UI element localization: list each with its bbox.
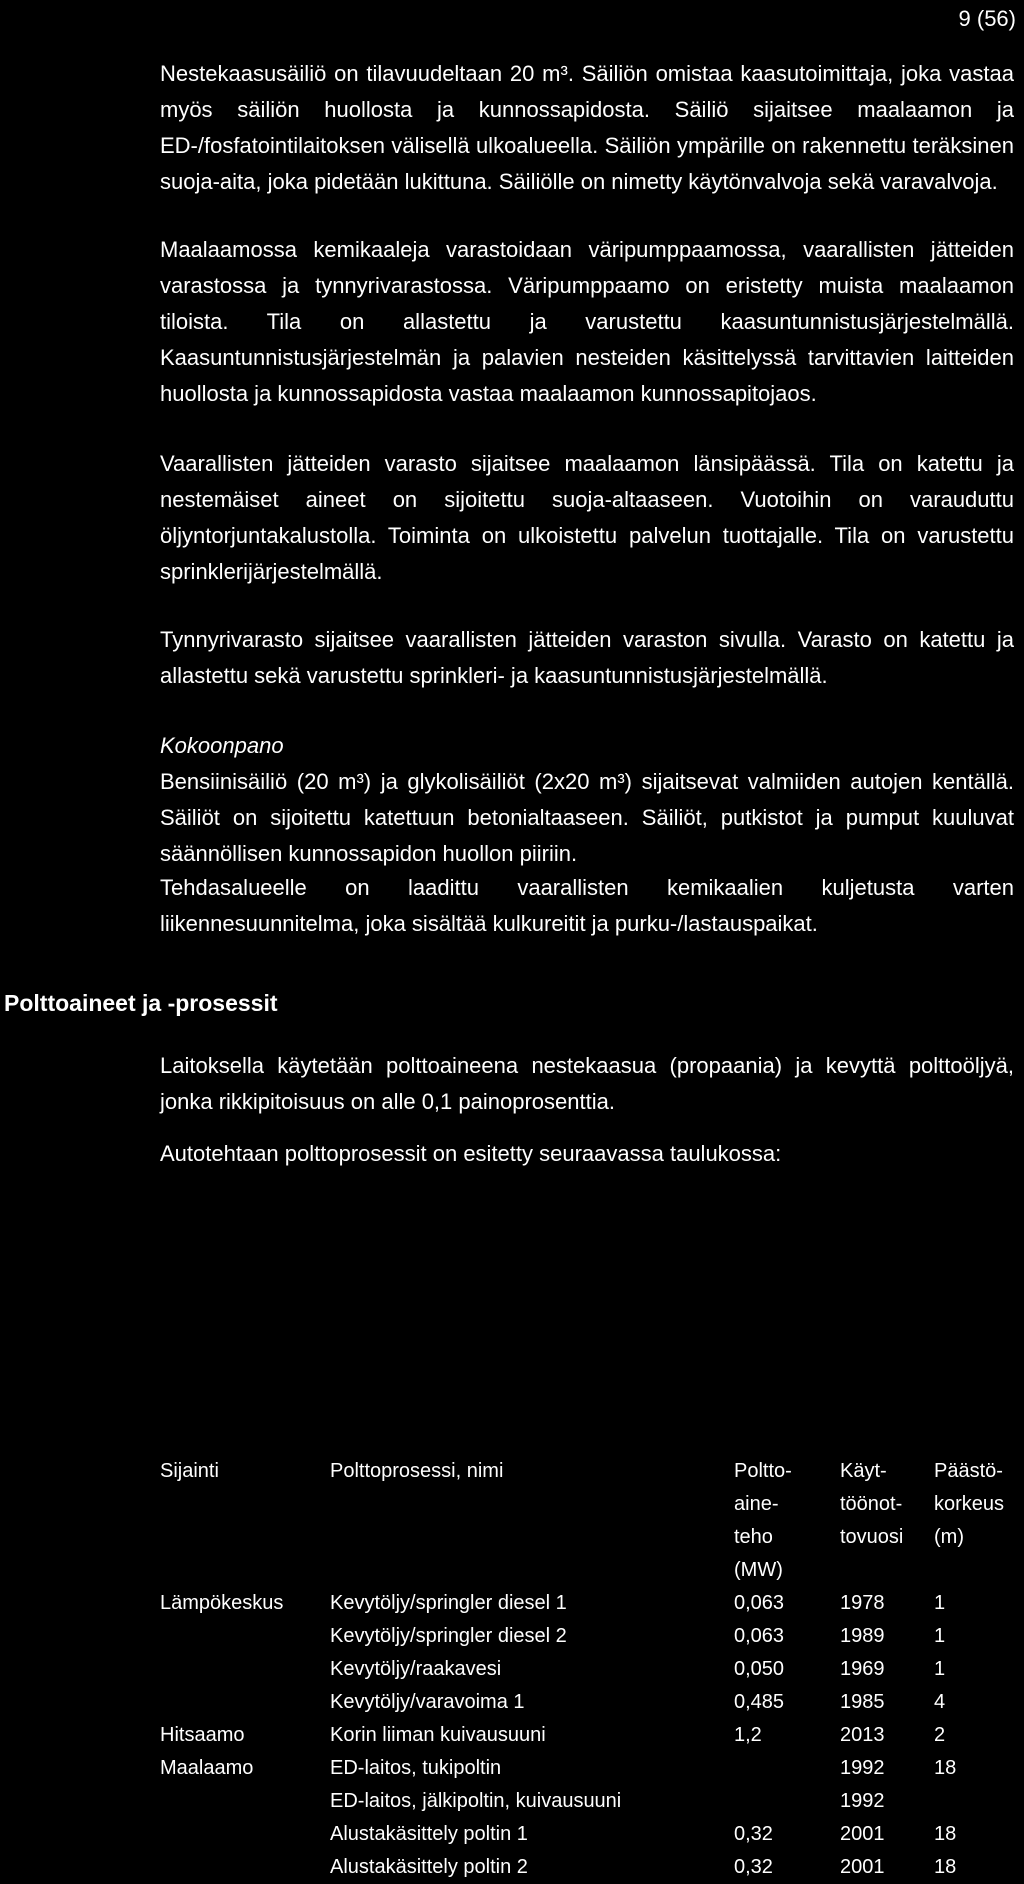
- cell-height: [934, 1785, 1014, 1818]
- cell-power: 0,32: [734, 1856, 773, 1878]
- subheading-assembly: Kokoonpano: [160, 733, 284, 758]
- cell-power: [734, 1752, 840, 1785]
- table-row: [160, 1686, 1014, 1719]
- paragraph-lpg-tank: Nestekaasusäiliö on tilavuudeltaan 20 m³. Säiliön omistaa kaasutoimittaja, joka vastaa myös säiliön huollosta ja kunnossapidosta. Säiliö sijaitsee maalaamon ja ED-/fosfatointilaitoksen välisellä ulkoalueella. Säiliön ympärille on rakennettu teräksinen suoja-aita, joka pidetään lukittuna. Säiliölle on nimetty käytönvalvoja sekä varavalvoja.: [160, 61, 1014, 194]
- header-emission-height: Päästö- korkeus (m): [934, 1460, 1005, 1548]
- cell-year: 1985: [840, 1691, 885, 1713]
- cell-year: 2001: [840, 1823, 885, 1845]
- table-row: [160, 1587, 1014, 1620]
- paragraph-traffic-plan: Tehdasalueelle on laadittu vaarallisten kemikaalien kuljetusta varten liikennesuunnitelma, joka sisältää kulkureitit ja purku-/lastauspaikat.: [160, 875, 1014, 936]
- cell-height: 2: [934, 1724, 946, 1746]
- header-fuel-power: Poltto- aine- teho (MW): [734, 1460, 792, 1581]
- paragraph-hazardous-waste-storage: Vaarallisten jätteiden varasto sijaitsee maalaamon länsipäässä. Tila on katettu ja nestemäiset aineet on sijoitettu suoja-altaaseen. Vuotoihin on varauduttu öljyntorjuntakalustolla. Toiminta on ulkoistettu palvelun tuottajalle. Tila on varustettu sprinklerijärjestelmällä.: [160, 451, 1014, 584]
- cell-height: 18: [934, 1757, 957, 1779]
- cell-height: 1: [934, 1658, 946, 1680]
- cell-process: ED-laitos, jälkipoltin, kuivausuuni: [330, 1790, 622, 1812]
- header-process: Polttoprosessi, nimi: [330, 1460, 504, 1482]
- paragraph-paint-shop-chemicals: Maalaamossa kemikaaleja varastoidaan väripumppaamossa, vaarallisten jätteiden varastossa ja tynnyrivarastossa. Väripumppaamo on eristetty muista maalaamon tiloista. Tila on allastettu ja varustettu kaasuntunnistusjärjestelmällä. Kaasuntunnistusjärjestelmän ja palavien nesteiden käsittelyssä tarvittavien laitteiden huollosta ja kunnossapidosta vastaa maalaamon kunnossapitojaos.: [160, 237, 1014, 406]
- table-row: [160, 1851, 1014, 1884]
- cell-location: [160, 1785, 330, 1818]
- cell-process: ED-laitos, tukipoltin: [330, 1757, 502, 1779]
- paragraph-assembly-tanks: Bensiinisäiliö (20 m³) ja glykolisäiliöt (2x20 m³) sijaitsevat valmiiden autojen kentällä. Säiliöt on sijoitettu katettuun betonialtaaseen. Säiliöt, putkistot ja pumput kuuluvat säännöllisen kunnossapidon huollon piiriin.: [160, 769, 1014, 866]
- cell-location: [160, 1620, 330, 1653]
- cell-location: [160, 1818, 330, 1851]
- cell-process: Alustakäsittely poltin 1: [330, 1823, 528, 1845]
- combustion-process-table: [160, 1455, 1014, 1884]
- page-number: 9 (56): [958, 6, 1016, 31]
- table-row: [160, 1620, 1014, 1653]
- table-row: [160, 1752, 1014, 1785]
- cell-height: 1: [934, 1625, 946, 1647]
- cell-location: [160, 1851, 330, 1884]
- paragraph-fuels-used: Laitoksella käytetään polttoaineena nestekaasua (propaania) ja kevyttä polttoöljyä, jonka rikkipitoisuus on alle 0,1 painoprosenttia.: [160, 1053, 1014, 1114]
- cell-height: 1: [934, 1592, 946, 1614]
- cell-process: Kevytöljy/springler diesel 1: [330, 1592, 567, 1614]
- cell-power: 0,32: [734, 1823, 773, 1845]
- cell-process: Kevytöljy/raakavesi: [330, 1658, 502, 1680]
- cell-process: Alustakäsittely poltin 2: [330, 1856, 528, 1878]
- cell-power: 0,063: [734, 1592, 785, 1614]
- cell-process: Kevytöljy/varavoima 1: [330, 1691, 525, 1713]
- cell-year: 1969: [840, 1658, 885, 1680]
- cell-year: 1992: [840, 1757, 885, 1779]
- cell-power: 0,063: [734, 1625, 785, 1647]
- cell-year: 2001: [840, 1856, 885, 1878]
- cell-location: Maalaamo: [160, 1757, 254, 1779]
- table-row: [160, 1818, 1014, 1851]
- cell-location: Hitsaamo: [160, 1724, 245, 1746]
- table-row: [160, 1653, 1014, 1686]
- cell-height: 18: [934, 1823, 957, 1845]
- table-row: [160, 1719, 1014, 1752]
- cell-height: 4: [934, 1691, 946, 1713]
- table-header-row: [160, 1455, 1014, 1587]
- cell-power: 1,2: [734, 1724, 762, 1746]
- header-commissioning-year: Käyt- töönot- tovuosi: [840, 1460, 904, 1548]
- side-heading-fuels: Polttoaineet ja -prosessit: [4, 990, 278, 1016]
- cell-location: [160, 1653, 330, 1686]
- paragraph-table-intro: Autotehtaan polttoprosessit on esitetty seuraavassa taulukossa:: [160, 1141, 782, 1166]
- cell-process: Korin liiman kuivausuuni: [330, 1724, 546, 1746]
- paragraph-drum-storage: Tynnyrivarasto sijaitsee vaarallisten jätteiden varaston sivulla. Varasto on katettu ja allastettu sekä varustettu sprinkleri- ja kaasuntunnistusjärjestelmällä.: [160, 627, 1014, 688]
- section-assembly: [160, 728, 1014, 872]
- cell-year: 1989: [840, 1625, 885, 1647]
- cell-power: [734, 1785, 840, 1818]
- cell-location: [160, 1686, 330, 1719]
- cell-height: 18: [934, 1856, 957, 1878]
- table-row: [160, 1785, 1014, 1818]
- cell-power: 0,485: [734, 1691, 785, 1713]
- cell-year: 1992: [840, 1790, 885, 1812]
- header-location: Sijainti: [160, 1460, 219, 1482]
- cell-power: 0,050: [734, 1658, 785, 1680]
- cell-year: 2013: [840, 1724, 885, 1746]
- cell-process: Kevytöljy/springler diesel 2: [330, 1625, 567, 1647]
- cell-location: Lämpökeskus: [160, 1592, 284, 1614]
- cell-year: 1978: [840, 1592, 885, 1614]
